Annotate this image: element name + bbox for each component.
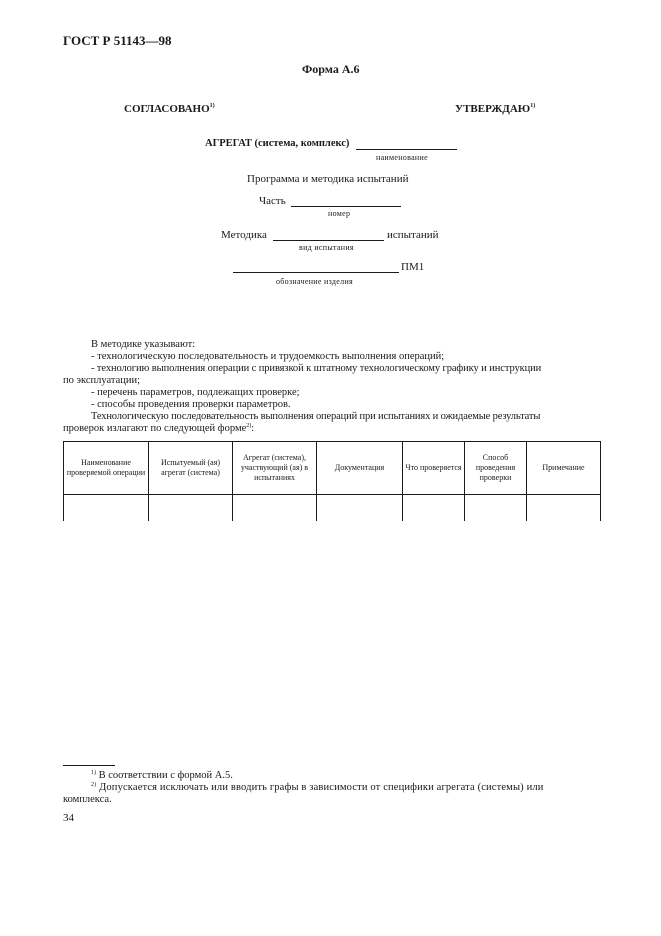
body-closing-1: Технологическую последовательность выполнения операций при испытаниях и ожидаемые результаты — [91, 411, 541, 422]
aggregate-caption: наименование — [376, 153, 428, 162]
body-item-2-cont: по эксплуатации; — [63, 375, 141, 386]
method-label: Методика — [221, 229, 267, 241]
footnote-1 — [91, 770, 233, 783]
part-label: Часть — [259, 195, 286, 207]
table-cell — [527, 495, 601, 522]
table-row — [64, 495, 601, 522]
footnote-2-text: Допускается исключать или вводить графы в зависимости от специфики агрегата (системы) или — [99, 782, 544, 793]
footnote-2-mark: 2) — [91, 782, 97, 788]
form-title: Форма А.6 — [302, 62, 360, 76]
method-caption: вид испытания — [299, 243, 354, 252]
aggregate-underline — [356, 149, 457, 150]
table-cell — [149, 495, 233, 522]
table-cell — [465, 495, 527, 522]
footnote-1-mark: 1) — [91, 770, 96, 776]
operations-table — [63, 441, 601, 521]
part-underline — [291, 206, 401, 207]
footnote-separator — [63, 765, 115, 766]
table-header-row — [64, 442, 601, 495]
table-header-cell: Агрегат (система), участвующий (ая) в испытаниях — [233, 442, 317, 495]
table-header-cell: Примечание — [527, 442, 601, 495]
agreed-text: СОГЛАСОВАНО — [124, 103, 210, 115]
footnote-2 — [91, 782, 544, 795]
approved-text: УТВЕРЖДАЮ — [455, 103, 531, 115]
approved-footnote-mark: 1) — [530, 103, 536, 109]
body-closing-2-text: проверок излагают по следующей форме — [63, 423, 247, 434]
body-closing-2 — [63, 423, 254, 436]
table-cell — [64, 495, 149, 522]
aggregate-label: АГРЕГАТ (система, комплекс) — [205, 138, 350, 149]
table-header-cell: Что проверяется — [403, 442, 465, 495]
table-header-cell: Наименование проверяемой операции — [64, 442, 149, 495]
body-closing-colon: : — [251, 423, 255, 434]
part-caption: номер — [328, 209, 351, 218]
method-suffix: испытаний — [387, 229, 439, 241]
page-number: 34 — [63, 812, 74, 824]
approved-label — [455, 103, 535, 115]
table-cell — [233, 495, 317, 522]
program-title: Программа и методика испытаний — [247, 173, 409, 185]
table-header-cell: Способ проведения проверки — [465, 442, 527, 495]
agreed-label — [124, 103, 215, 115]
table-cell — [317, 495, 403, 522]
document-id: ГОСТ Р 51143—98 — [63, 33, 172, 48]
body-intro: В методике указывают: — [91, 339, 196, 350]
body-item-3: - перечень параметров, подлежащих проверке; — [91, 387, 300, 398]
body-item-2: - технологию выполнения операции с привязкой к штатному технологическому графику и инструкции — [91, 363, 542, 374]
table-header-cell: Испытуемый (ая) агрегат (система) — [149, 442, 233, 495]
footnote-2-cont: комплекса. — [63, 794, 112, 805]
body-closing-footnote-mark: 2) — [246, 423, 252, 429]
designation-underline — [233, 272, 399, 273]
designation-caption: обозначение изделия — [276, 277, 354, 286]
agreed-footnote-mark: 1) — [209, 103, 215, 109]
designation-suffix: ПМ1 — [401, 261, 425, 273]
table-cell — [403, 495, 465, 522]
footnote-1-text: В соответствии с формой А.5. — [98, 770, 233, 781]
table-header-cell: Документация — [317, 442, 403, 495]
body-item-1: - технологическую последовательность и трудоемкость выполнения операций; — [91, 351, 445, 362]
body-item-4: - способы проведения проверки параметров. — [91, 399, 291, 410]
method-underline — [273, 240, 384, 241]
